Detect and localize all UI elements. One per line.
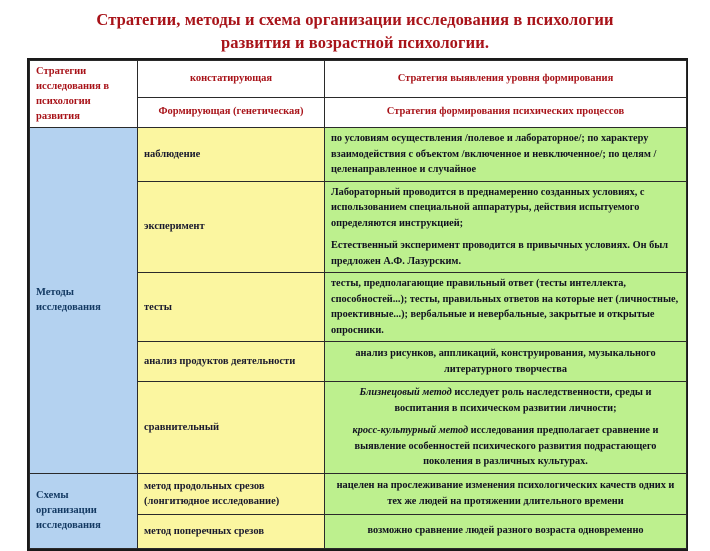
description-paragraph: Лабораторный проводится в преднамеренно созданных условиях, с использованием специальной аппаратуры, действия испытуемого определяются инструкцией; bbox=[331, 186, 645, 229]
term-cross-cultural-method: кросс-культурный метод bbox=[352, 425, 469, 436]
method-name-observation: наблюдение bbox=[138, 128, 325, 182]
description-paragraph: анализ рисунков, аппликаций, конструирования, музыкального литературного творчества bbox=[355, 348, 656, 375]
method-name-tests: тесты bbox=[138, 273, 325, 342]
research-methods-table bbox=[27, 58, 688, 551]
section-label-organization-schemes: Схемы организации исследования bbox=[30, 473, 138, 548]
header-description-constating: Стратегия выявления уровня формирования bbox=[325, 61, 687, 98]
method-description-activity-products-analysis bbox=[325, 342, 687, 382]
page-title-line-2: развития и возрастной психологии. bbox=[220, 33, 490, 52]
method-name-cross-sectional: метод поперечных срезов bbox=[138, 514, 325, 548]
page-title bbox=[0, 8, 710, 54]
description-paragraph bbox=[331, 423, 680, 470]
table-header-row-constating bbox=[30, 61, 687, 98]
description-text: исследования предполагает сравнение и выявление особенностей психического развития подрастающего поколения в различных культурах. bbox=[354, 425, 659, 467]
method-description-tests bbox=[325, 273, 687, 342]
method-name-comparative: сравнительный bbox=[138, 382, 325, 474]
method-name-experiment: эксперимент bbox=[138, 181, 325, 273]
method-description-cross-sectional bbox=[325, 514, 687, 548]
term-twin-method: Близнецовый метод bbox=[359, 387, 452, 398]
description-text: исследует роль наследственности, среды и воспитания в психическом развитии личности; bbox=[394, 387, 652, 414]
method-description-longitudinal bbox=[325, 473, 687, 514]
method-description-comparative bbox=[325, 382, 687, 474]
method-name-activity-products-analysis: анализ продуктов деятельности bbox=[138, 342, 325, 382]
description-paragraph: по условиям осуществления /полевое и лабораторное/; по характеру взаимодействия с объектом /включенное и невключенное/; по целям /целенаправленное и случайное bbox=[331, 133, 657, 175]
description-paragraph: нацелен на прослеживание изменения психологических качеств одних и тех же людей на протяжении длительного времени bbox=[336, 480, 675, 507]
description-paragraph: возможно сравнение людей разного возраста одновременно bbox=[367, 525, 644, 537]
description-paragraph: Естественный эксперимент проводится в привычных условиях. Он был предложен А.Ф. Лазурским. bbox=[331, 240, 669, 267]
page-title-line-1: Стратегии, методы и схема организации исследования в психологии bbox=[96, 10, 614, 29]
method-name-longitudinal: метод продольных срезов (лонгитюдное исследование) bbox=[138, 473, 325, 514]
header-strategy-constating: констатирующая bbox=[138, 61, 325, 98]
table-row bbox=[30, 128, 687, 182]
description-paragraph bbox=[331, 385, 680, 416]
header-strategy-forming: Формирующая (генетическая) bbox=[138, 97, 325, 127]
section-label-methods: Методы исследования bbox=[30, 128, 138, 474]
description-paragraph: тесты, предполагающие правильный ответ (тесты интеллекта, способностей...); тесты, правильных ответов на которые нет (личностные, проективные...); вербальные и невербальные, закрытые и открытые опросники. bbox=[331, 278, 679, 336]
method-description-observation bbox=[325, 128, 687, 182]
header-description-forming: Стратегия формирования психических процессов bbox=[325, 97, 687, 127]
method-description-experiment bbox=[325, 181, 687, 273]
table-row bbox=[30, 473, 687, 514]
header-corner-label: Стратегии исследования в психологии развития bbox=[30, 61, 138, 128]
